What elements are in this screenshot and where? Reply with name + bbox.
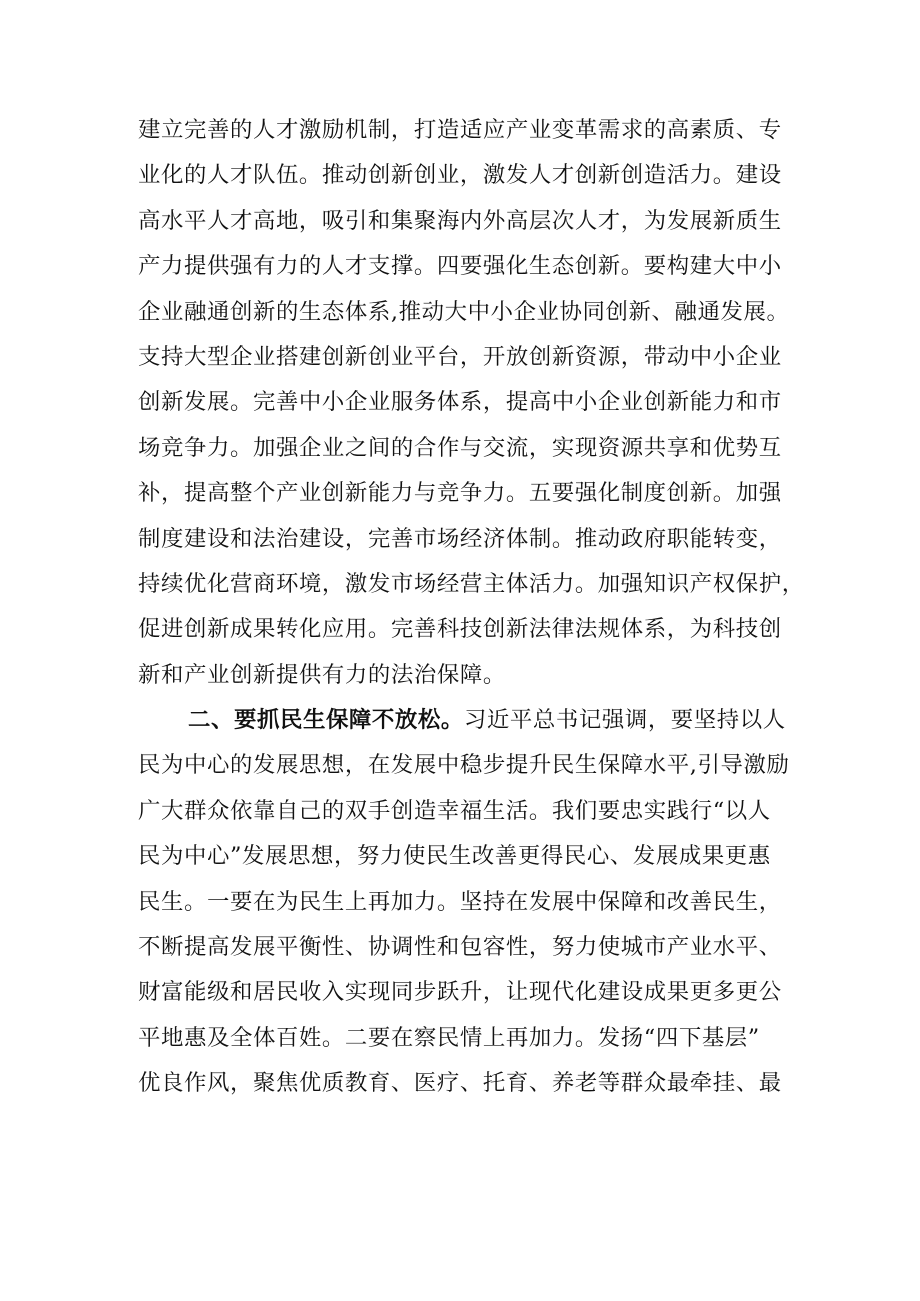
body-line: 新和产业创新提供有力的法治保障。 [138,661,506,688]
body-line: 平地惠及全体百姓。二要在察民情上再加力。发扬“四下基层” [138,1024,760,1051]
body-line: 优良作风，聚焦优质教育、医疗、托育、养老等群众最牵挂、最 [138,1070,782,1097]
body-line: 财富能级和居民收入实现同步跃升，让现代化建设成果更多更公 [138,979,782,1006]
body-line: 业化的人才队伍。推动创新创业，激发人才创新创造活力。建设 [138,162,782,189]
body-line: 补，提高整个产业创新能力与竞争力。五要强化制度创新。加强 [138,480,782,507]
body-line: 民为中心的发展思想，在发展中稳步提升民生保障水平,引导激励 [138,752,790,779]
section-two-first-line [138,698,818,743]
body-line: 建立完善的人才激励机制，打造适应产业变革需求的高素质、专 [138,117,782,143]
body-line: 民生。一要在为民生上再加力。坚持在发展中保障和改善民生， [138,888,782,915]
body-line: 支持大型企业搭建创新创业平台，开放创新资源，带动中小企业 [138,343,782,370]
body-line: 制度建设和法治建设，完善市场经济体制。推动政府职能转变， [138,525,782,552]
body-line: 高水平人才高地，吸引和集聚海内外高层次人才，为发展新质生 [138,207,782,234]
document-body [138,108,818,1107]
body-line: 不断提高发展平衡性、协调性和包容性，努力使城市产业水平、 [138,934,782,961]
section-two-lead-text: 习近平总书记强调，要坚持以人 [463,707,786,734]
body-line: 场竞争力。加强企业之间的合作与交流，实现资源共享和优势互 [138,434,782,461]
body-line: 产力提供强有力的人才支撑。四要强化生态创新。要构建大中小 [138,253,782,280]
body-line: 企业融通创新的生态体系,推动大中小企业协同创新、融通发展。 [138,298,790,325]
body-line: 促进创新成果转化应用。完善科技创新法律法规体系，为科技创 [138,616,782,643]
body-line: 创新发展。完善中小企业服务体系，提高中小企业创新能力和市 [138,389,782,416]
body-line: 持续优化营商环境，激发市场经营主体活力。加强知识产权保护， [138,570,805,597]
body-line: 广大群众依靠自己的双手创造幸福生活。我们要忠实践行“以人 [138,797,771,824]
section-two-heading: 二、要抓民生保障不放松。 [188,707,464,734]
body-line: 民为中心”发展思想，努力使民生改善更得民心、发展成果更惠 [138,843,771,870]
